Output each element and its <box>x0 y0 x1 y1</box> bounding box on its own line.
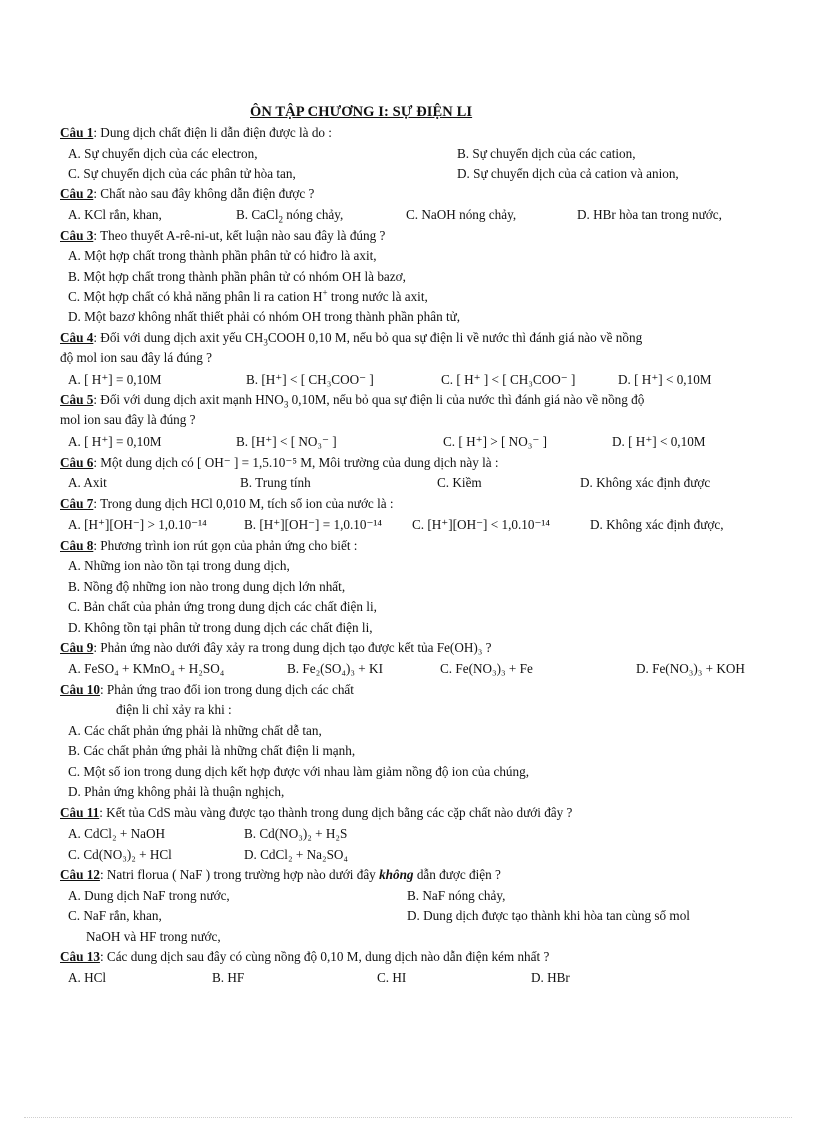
question-label: Câu 4 <box>60 330 94 345</box>
question-text: : Phản ứng nào dưới đây xảy ra trong dung dịch tạo được kết tủa Fe(OH)₃ ? <box>93 640 492 655</box>
option-a: A. FeSO₄ + KMnO₄ + H₂SO₄ <box>68 661 225 676</box>
option-b: B. Sự chuyển dịch của các cation, <box>457 146 636 161</box>
subscript: 3 <box>263 337 268 348</box>
question-label: Câu 2 <box>60 186 94 201</box>
option-a: A. CdCl₂ + NaOH <box>68 826 166 841</box>
option-c: C. HI <box>377 970 407 985</box>
question-text: : Phương trình ion rút gọn của phản ứng cho biết : <box>93 538 358 553</box>
option-c: C. Bản chất của phản ứng trong dung dịch các chất điện li, <box>68 599 377 614</box>
option-a: A. Các chất phản ứng phải là những chất dễ tan, <box>68 723 322 738</box>
question-text: : Đối với dung dịch axit mạnh HNO <box>93 392 284 407</box>
option-d: D. [ H⁺] < 0,10M <box>612 434 706 449</box>
question-4 <box>60 329 642 347</box>
option-b: B. [H⁺][OH⁻] = 1,0.10⁻¹⁴ <box>244 517 382 532</box>
option-a: A. Dung dịch NaF trong nước, <box>68 888 230 903</box>
option-d: D. Fe(NO₃)₃ + KOH <box>636 661 745 676</box>
option-c: C. NaF rắn, khan, <box>68 908 162 923</box>
option-b: B. Một hợp chất trong thành phần phân tử có nhóm OH là bazơ, <box>68 269 406 284</box>
question-label: Câu 8 <box>60 538 94 553</box>
emphasis-text: không <box>379 867 414 882</box>
question-3 <box>60 227 385 245</box>
question-label: Câu 3 <box>60 228 94 243</box>
question-6 <box>60 454 499 472</box>
question-label: Câu 10 <box>60 682 100 697</box>
option-d: D. Không xác định được <box>580 475 711 490</box>
option-c: C. Sự chuyển dịch của các phân tử hòa tan, <box>68 166 296 181</box>
option-c: C. [ H⁺ ] < [ CH₃COO⁻ ] <box>441 372 576 387</box>
question-label: Câu 13 <box>60 949 100 964</box>
question-text: : Các dung dịch sau đây có cùng nồng độ 0,10 M, dung dịch nào dẫn điện kém nhất ? <box>99 949 550 964</box>
question-label: Câu 11 <box>60 805 100 820</box>
option-d: D. CdCl₂ + Na₂SO₄ <box>244 847 349 862</box>
option-text: nóng chảy, <box>283 207 344 222</box>
question-13 <box>60 948 549 966</box>
option-d: D. HBr <box>531 970 570 985</box>
question-text: : Kết tủa CdS màu vàng được tạo thành trong dung dịch bằng các cặp chất nào dưới đây ? <box>99 805 573 820</box>
question-10 <box>60 681 354 699</box>
question-9 <box>60 639 492 657</box>
option-c <box>68 288 428 306</box>
question-text: : Theo thuyết A-rê-ni-ut, kết luận nào sau đây là đúng ? <box>93 228 386 243</box>
option-d: D. Phản ứng không phải là thuận nghịch, <box>68 784 285 799</box>
question-text: dẫn được điện ? <box>413 867 501 882</box>
page-title: ÔN TẬP CHƯƠNG I: SỰ ĐIỆN LI <box>250 104 473 120</box>
question-label: Câu 1 <box>60 125 94 140</box>
question-text: : Đối với dung dịch axit yếu CH <box>93 330 264 345</box>
option-b <box>236 206 343 224</box>
option-b: B. NaF nóng chảy, <box>407 888 506 903</box>
subscript: 3 <box>283 399 289 410</box>
question-label: Câu 12 <box>60 867 100 882</box>
option-b: B. Các chất phản ứng phải là những chất điện li mạnh, <box>68 743 356 758</box>
question-text: : Trong dung dịch HCl 0,010 M, tích số ion của nước là : <box>93 496 394 511</box>
option-b: B. [H⁺] < [ CH₃COO⁻ ] <box>246 372 374 387</box>
question-label: Câu 9 <box>60 640 94 655</box>
option-d: D. Dung dịch được tạo thành khi hòa tan cùng số mol <box>407 908 690 923</box>
option-a: A. [ H⁺] = 0,10M <box>68 434 162 449</box>
question-text-cont: mol ion sau đây là đúng ? <box>60 412 196 427</box>
superscript: + <box>322 287 328 298</box>
question-text-cont: độ mol ion sau đây lá đúng ? <box>60 350 212 365</box>
question-text: : Dung dịch chất điện li dẫn điện được là do : <box>93 125 332 140</box>
option-a: A. [H⁺][OH⁻] > 1,0.10⁻¹⁴ <box>68 517 207 532</box>
option-a: A. HCl <box>68 970 107 985</box>
option-c: C. NaOH nóng chảy, <box>406 207 517 222</box>
question-text: 0,10M, nếu bỏ qua sự điện li của nước thì đánh giá nào về nồng độ <box>288 392 645 407</box>
option-c: C. Kiềm <box>437 475 482 490</box>
option-d: D. [ H⁺] < 0,10M <box>618 372 712 387</box>
subscript: 2 <box>278 214 283 225</box>
question-8 <box>60 537 357 555</box>
page-bottom-divider <box>24 1117 792 1118</box>
question-label: Câu 7 <box>60 496 94 511</box>
option-b: B. Fe₂(SO₄)₃ + KI <box>287 661 383 676</box>
option-text: B. CaCl <box>236 207 279 222</box>
option-a: A. KCl rắn, khan, <box>68 207 162 222</box>
question-5 <box>60 391 644 409</box>
option-a: A. Axit <box>68 475 107 490</box>
option-d: D. Không xác định được, <box>590 517 724 532</box>
question-text: : Một dung dịch có [ OH⁻ ] = 1,5.10⁻⁵ M, Môi trường của dung dịch này là : <box>93 455 499 470</box>
question-11 <box>60 804 572 822</box>
option-a: A. Một hợp chất trong thành phần phân tử có hiđro là axit, <box>68 248 377 263</box>
option-d: D. Một bazơ không nhất thiết phải có nhóm OH trong thành phần phân tử, <box>68 309 461 324</box>
question-text: : Phản ứng trao đổi ion trong dung dịch các chất <box>99 682 354 697</box>
question-2 <box>60 185 314 203</box>
option-b: B. Trung tính <box>240 475 311 490</box>
question-label: Câu 6 <box>60 455 94 470</box>
option-c: C. Fe(NO₃)₃ + Fe <box>440 661 533 676</box>
option-b: B. Nồng độ những ion nào trong dung dịch lớn nhất, <box>68 579 346 594</box>
question-1 <box>60 124 332 142</box>
question-label: Câu 5 <box>60 392 94 407</box>
question-text-cont: điện li chỉ xảy ra khi : <box>116 702 232 717</box>
option-c: C. [ H⁺] > [ NO₃⁻ ] <box>443 434 547 449</box>
option-b: B. [H⁺] < [ NO₃⁻ ] <box>236 434 337 449</box>
question-text: COOH 0,10 M, nếu bỏ qua sự điện li về nước thì đánh giá nào về nồng <box>267 330 643 345</box>
question-7 <box>60 495 394 513</box>
option-c: C. [H⁺][OH⁻] < 1,0.10⁻¹⁴ <box>412 517 550 532</box>
option-d: D. Không tồn tại phân tử trong dung dịch các chất điện li, <box>68 620 373 635</box>
option-text: C. Một hợp chất có khả năng phân li ra cation H <box>68 289 323 304</box>
option-b: B. Cd(NO₃)₂ + H₂S <box>244 826 348 841</box>
option-c: C. Cd(NO₃)₂ + HCl <box>68 847 172 862</box>
option-text: trong nước là axit, <box>327 289 428 304</box>
question-text: : Chất nào sau đây không dẫn điện được ? <box>93 186 315 201</box>
option-c: C. Một số ion trong dung dịch kết hợp được với nhau làm giảm nồng độ ion của chúng, <box>68 764 530 779</box>
option-a: A. [ H⁺] = 0,10M <box>68 372 162 387</box>
option-d: D. HBr hòa tan trong nước, <box>577 207 722 222</box>
question-text: : Natri florua ( NaF ) trong trường hợp nào dưới đây <box>99 867 380 882</box>
question-12 <box>60 866 501 884</box>
option-b: B. HF <box>212 970 245 985</box>
option-d-cont: NaOH và HF trong nước, <box>86 929 221 944</box>
option-a: A. Sự chuyển dịch của các electron, <box>68 146 258 161</box>
option-d: D. Sự chuyển dịch của cả cation và anion, <box>457 166 679 181</box>
option-a: A. Những ion nào tồn tại trong dung dịch, <box>68 558 290 573</box>
